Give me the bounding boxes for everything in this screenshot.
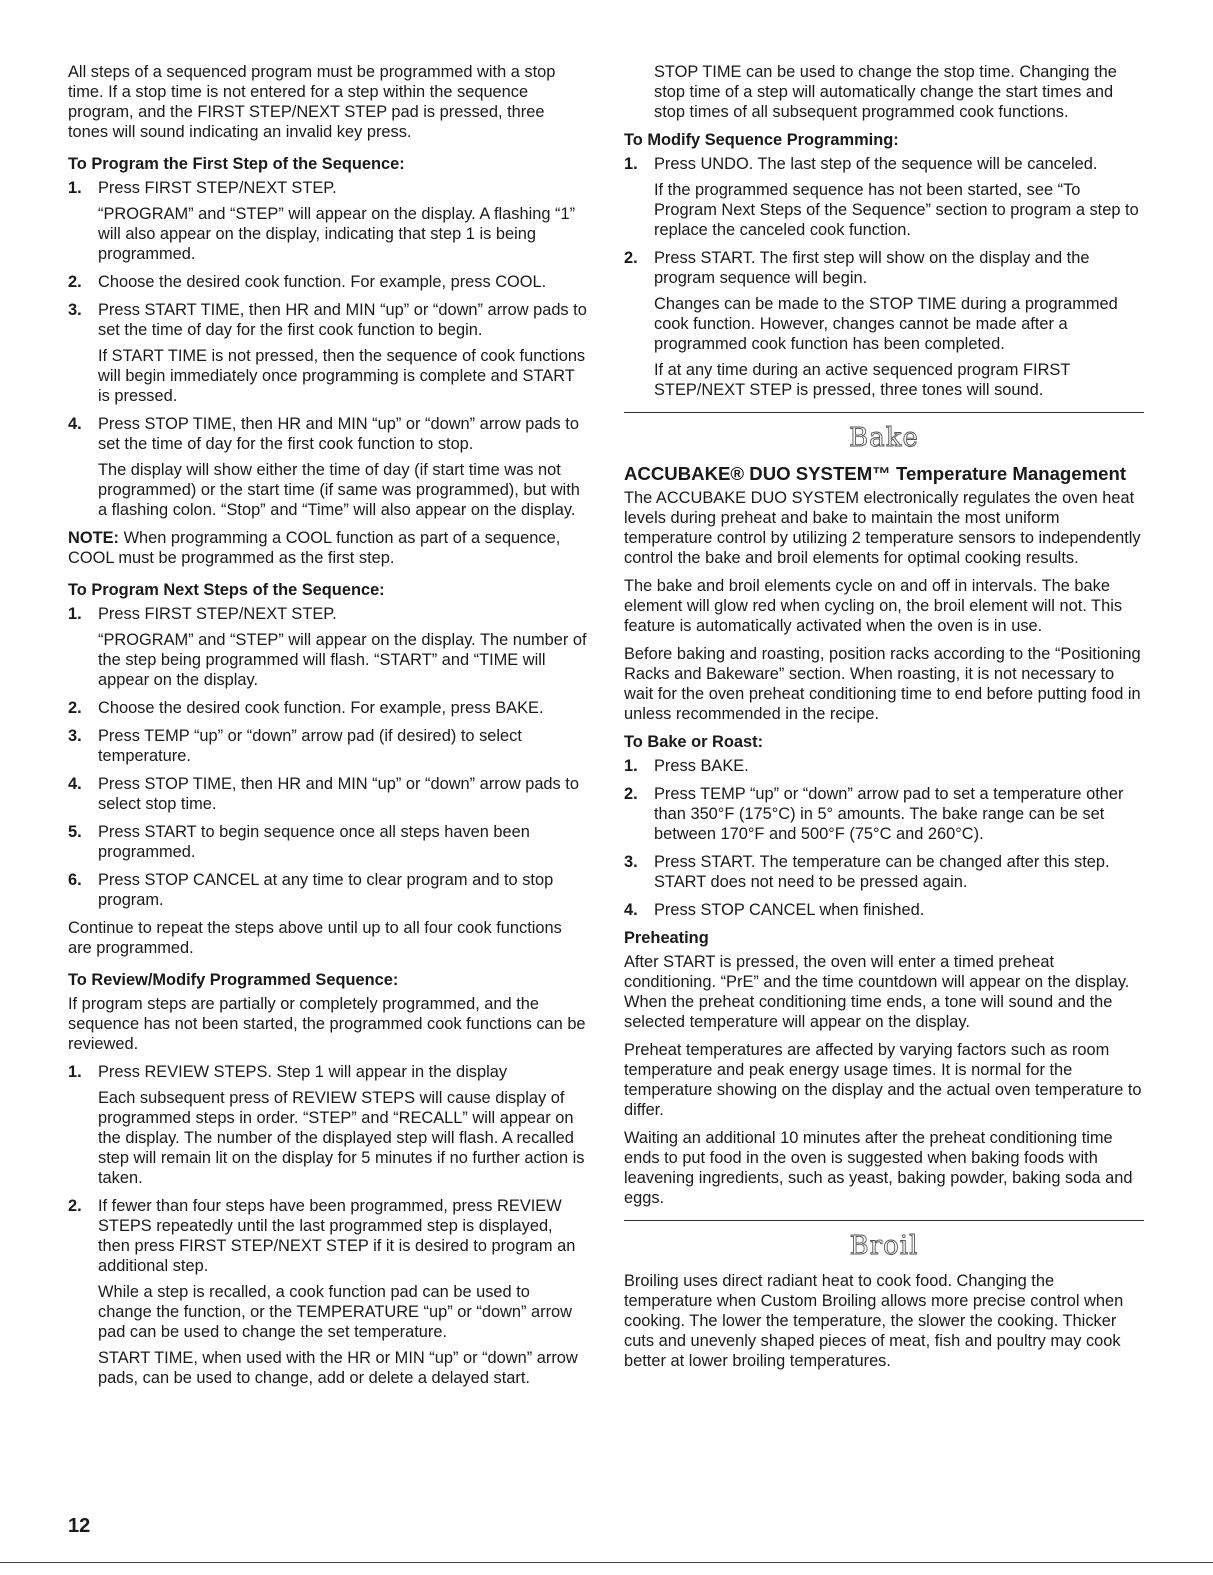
list-item-text: Choose the desired cook function. For example, press COOL. (98, 273, 547, 291)
stop-time-paragraph: STOP TIME can be used to change the stop time. Changing the stop time of a step will automatically change the start times and stop times of all subsequent programmed cook functions. (654, 63, 1117, 121)
list-item (68, 698, 588, 718)
list-item (68, 822, 588, 862)
accubake-paragraph-1: The ACCUBAKE DUO SYSTEM electronically regulates the oven heat levels during preheat and bake to maintain the most uniform temperature control by utilizing 2 temperature sensors to independently control the bake and broil elements for optimal cooking results. (624, 489, 1141, 567)
next-steps-list (68, 604, 588, 910)
right-column (624, 62, 1144, 1379)
list-item (68, 414, 588, 520)
list-item-number: 1. (68, 605, 82, 623)
next-steps-heading: To Program Next Steps of the Sequence: (68, 581, 385, 599)
intro-paragraph: All steps of a sequenced program must be programmed with a stop time. If a stop time is not entered for a step within the sequence program, and the FIRST STEP/NEXT STEP pad is pressed, three tones will sound indicating an invalid key press. (68, 63, 556, 141)
list-item-text: Press TEMP “up” or “down” arrow pad (if desired) to select temperature. (98, 727, 522, 765)
modify-list (624, 154, 1144, 400)
list-item-detail: “PROGRAM” and “STEP” will appear on the display. A flashing “1” will also appear on the display, indicating that step 1 is being programmed. (98, 205, 576, 263)
continue-paragraph: Continue to repeat the steps above until up to all four cook functions are programmed. (68, 919, 562, 957)
list-item-number: 3. (68, 301, 82, 319)
list-item-text: Press STOP TIME, then HR and MIN “up” or “down” arrow pads to select stop time. (98, 775, 579, 813)
note-paragraph (68, 528, 588, 568)
list-item (624, 784, 1144, 844)
list-item-number: 2. (624, 785, 638, 803)
list-item-number: 4. (68, 415, 82, 433)
list-item-number: 1. (624, 757, 638, 775)
review-list (68, 1062, 588, 1388)
broil-section-title: Broil (849, 1231, 919, 1261)
list-item (68, 272, 588, 292)
list-item-text: Press STOP CANCEL at any time to clear program and to stop program. (98, 871, 554, 909)
list-item-text: Press START. The first step will show on the display and the program sequence will begin. (654, 249, 1090, 287)
bake-roast-list (624, 756, 1144, 920)
list-item-text: Press STOP CANCEL when finished. (654, 901, 925, 919)
section-divider (624, 1220, 1144, 1221)
list-item-text: Press FIRST STEP/NEXT STEP. (98, 605, 337, 623)
modify-heading: To Modify Sequence Programming: (624, 131, 899, 149)
list-item-text: Choose the desired cook function. For example, press BAKE. (98, 699, 544, 717)
bake-section-title: Bake (849, 423, 919, 453)
list-item (68, 300, 588, 406)
list-item (68, 774, 588, 814)
accubake-paragraph-3: Before baking and roasting, position racks according to the “Positioning Racks and Bakeware” section. When roasting, it is not necessary to wait for the oven preheat conditioning time to end before putting food in unless recommended in the recipe. (624, 645, 1141, 723)
list-item-number: 6. (68, 871, 82, 889)
list-item-text: Press START to begin sequence once all steps haven been programmed. (98, 823, 530, 861)
list-item-number: 1. (68, 1063, 82, 1081)
preheating-paragraph-1: After START is pressed, the oven will enter a timed preheat conditioning. “PrE” and the time countdown will appear on the display. When the preheat conditioning time ends, a tone will sound and the selected temperature will appear on the display. (624, 953, 1130, 1031)
list-item-number: 3. (68, 727, 82, 745)
list-item-number: 2. (68, 273, 82, 291)
list-item (68, 1196, 588, 1388)
list-item (624, 248, 1144, 400)
list-item-detail: “PROGRAM” and “STEP” will appear on the display. The number of the step being programmed will flash. “START” and “TIME will appear on the display. (98, 631, 587, 689)
list-item (624, 756, 1144, 776)
list-item-text: Press BAKE. (654, 757, 749, 775)
list-item-number: 4. (624, 901, 638, 919)
bottom-rule (0, 1562, 1213, 1563)
note-text: When programming a COOL function as part of a sequence, COOL must be programmed as the first step. (68, 529, 561, 567)
list-item (68, 1062, 588, 1188)
section-divider (624, 412, 1144, 413)
list-item-number: 4. (68, 775, 82, 793)
bake-roast-heading: To Bake or Roast: (624, 733, 764, 751)
list-item-text: Press REVIEW STEPS. Step 1 will appear in the display (98, 1063, 508, 1081)
list-item-detail: While a step is recalled, a cook function pad can be used to change the function, or the TEMPERATURE “up” or “down” arrow pad can be used to change the set temperature. (98, 1283, 573, 1341)
review-intro: If program steps are partially or completely programmed, and the sequence has not been started, the programmed cook functions can be reviewed. (68, 995, 586, 1053)
note-label: NOTE: (68, 529, 119, 547)
accubake-heading: ACCUBAKE® DUO SYSTEM™ Temperature Management (624, 463, 1127, 484)
broil-paragraph: Broiling uses direct radiant heat to cook food. Changing the temperature when Custom Broiling allows more precise control when cooking. The lower the temperature, the slower the cooking. Thicker cuts and unevenly shaped pieces of meat, fish and poultry may cook better at lower broiling temperatures. (624, 1272, 1124, 1370)
list-item-detail: The display will show either the time of day (if start time was not programmed) or the start time (if same was programmed), but with a flashing colon. “Stop” and “Time” will also appear on the display. (98, 461, 580, 519)
list-item-number: 3. (624, 853, 638, 871)
list-item (624, 154, 1144, 240)
list-item-text: Press START TIME, then HR and MIN “up” or “down” arrow pads to set the time of day for the first cook function to begin. (98, 301, 587, 339)
list-item (68, 178, 588, 264)
list-item (624, 900, 1144, 920)
list-item-number: 2. (68, 699, 82, 717)
list-item-number: 1. (624, 155, 638, 173)
stop-time-block (624, 62, 1144, 122)
list-item-text: Press UNDO. The last step of the sequence will be canceled. (654, 155, 1098, 173)
page-number: 12 (68, 1515, 91, 1537)
list-item (624, 852, 1144, 892)
list-item-detail: START TIME, when used with the HR or MIN “up” or “down” arrow pads, can be used to change, add or delete a delayed start. (98, 1349, 578, 1387)
list-item-text: Press START. The temperature can be changed after this step. START does not need to be pressed again. (654, 853, 1110, 891)
list-item-detail: If the programmed sequence has not been started, see “To Program Next Steps of the Sequence” section to program a step to replace the canceled cook function. (654, 181, 1139, 239)
list-item-detail: If START TIME is not pressed, then the sequence of cook functions will begin immediately once programming is complete and START is pressed. (98, 347, 586, 405)
left-column (68, 62, 588, 1396)
list-item-number: 1. (68, 179, 82, 197)
list-item-number: 2. (624, 249, 638, 267)
list-item-detail: Changes can be made to the STOP TIME during a programmed cook function. However, changes cannot be made after a programmed cook function has been completed. (654, 295, 1118, 353)
first-step-heading: To Program the First Step of the Sequence: (68, 155, 405, 173)
preheating-paragraph-2: Preheat temperatures are affected by varying factors such as room temperature and peak energy usage times. It is normal for the temperature showing on the display and the actual oven temperature to differ. (624, 1041, 1142, 1119)
list-item-number: 2. (68, 1197, 82, 1215)
accubake-paragraph-2: The bake and broil elements cycle on and off in intervals. The bake element will glow red when cycling on, the broil element will not. This feature is automatically activated when the oven is in use. (624, 577, 1123, 635)
first-step-list (68, 178, 588, 520)
preheating-heading: Preheating (624, 929, 709, 947)
list-item-text: Press STOP TIME, then HR and MIN “up” or “down” arrow pads to set the time of day for the first cook function to stop. (98, 415, 579, 453)
list-item-text: Press FIRST STEP/NEXT STEP. (98, 179, 337, 197)
list-item-text: Press TEMP “up” or “down” arrow pad to set a temperature other than 350°F (175°C) in 5° amounts. The bake range can be set between 170°F and 500°F (75°C and 260°C). (654, 785, 1124, 843)
review-heading: To Review/Modify Programmed Sequence: (68, 971, 399, 989)
list-item (68, 726, 588, 766)
preheating-paragraph-3: Waiting an additional 10 minutes after the preheat conditioning time ends to put food in the oven is suggested when baking foods with leavening ingredients, such as yeast, baking powder, baking soda and eggs. (624, 1129, 1133, 1207)
list-item (68, 604, 588, 690)
list-item-text: If fewer than four steps have been programmed, press REVIEW STEPS repeatedly until the last programmed step is displayed, then press FIRST STEP/NEXT STEP if it is desired to program an additional step. (98, 1197, 576, 1275)
list-item-number: 5. (68, 823, 82, 841)
list-item-detail: If at any time during an active sequenced program FIRST STEP/NEXT STEP is pressed, three tones will sound. (654, 361, 1071, 399)
list-item-detail: Each subsequent press of REVIEW STEPS will cause display of programmed steps in order. “STEP” and “RECALL” will appear on the display. The number of the displayed step will flash. A recalled step will remain lit on the display for 5 minutes if no further action is taken. (98, 1089, 585, 1187)
list-item (68, 870, 588, 910)
